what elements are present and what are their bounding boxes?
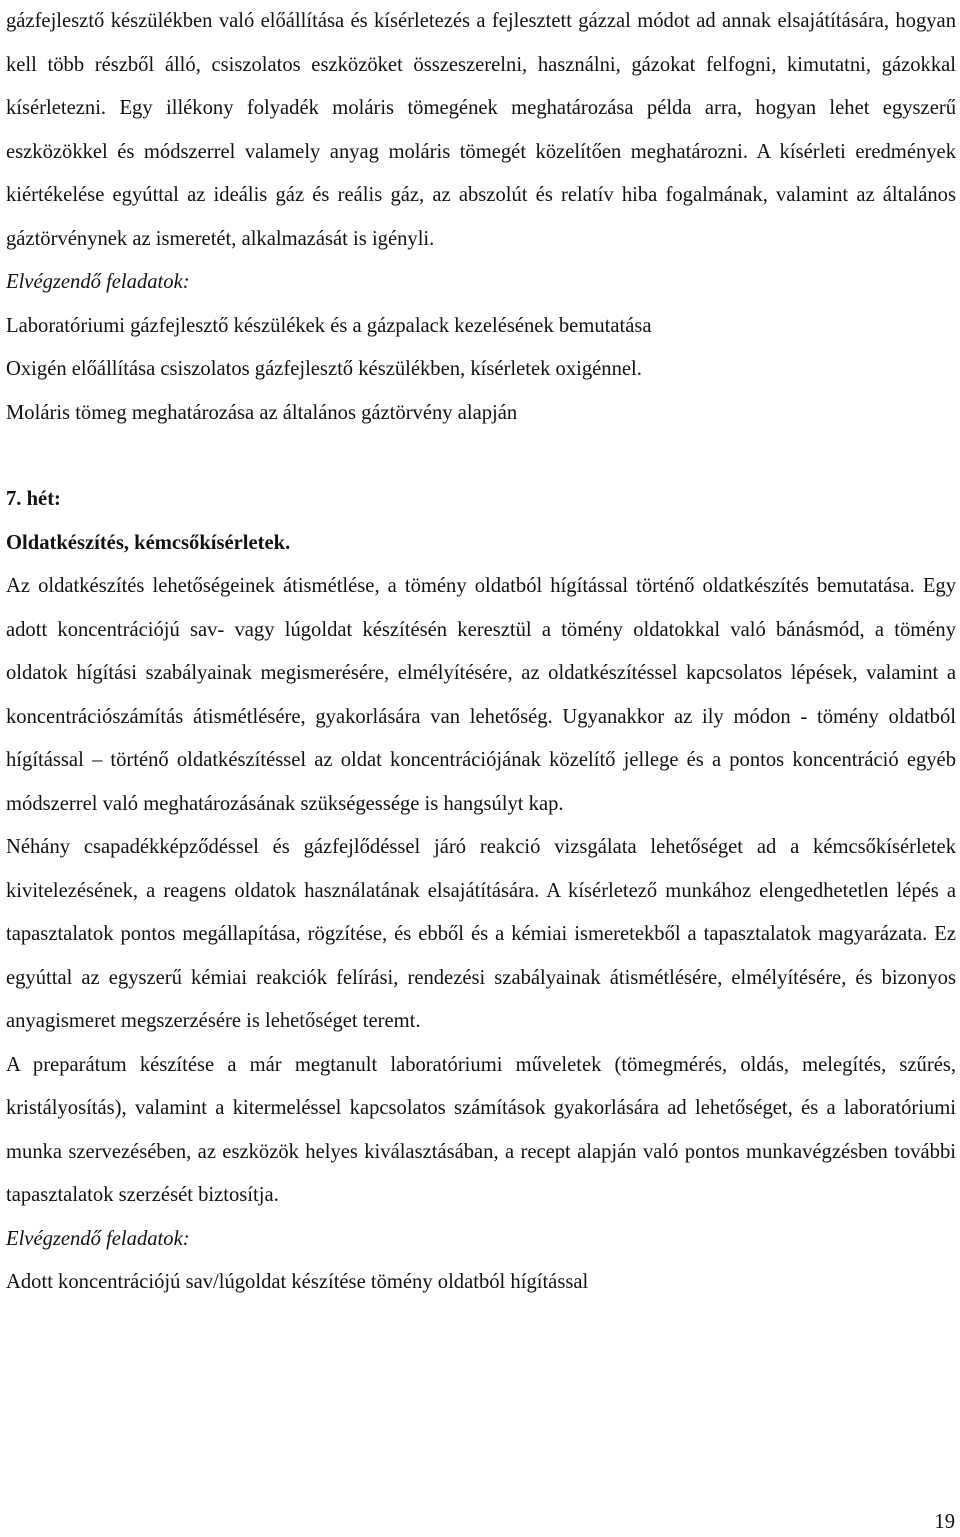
paragraph-solution-preparation: Az oldatkészítés lehetőségeinek átismétlése, a tömény oldatból hígítással történő oldatkészítés bemutatása. Egy adott koncentrációjú sav- vagy lúgoldat készítésén keresztül a tömény oldatokkal való bánásmód, a tömény oldatok hígítási szabályainak megismerésére, elmélyítésére, az oldatkészítéssel kapcsolatos lépések, valamint a koncentrációszámítás átismétlésére, gyakorlására van lehetőség. Ugyanakkor az ily módon - tömény oldatból hígítással – történő oldatkészítéssel az oldat koncentrációjának közelítő jellege és a pontos koncentráció egyéb módszerrel való meghatározásának szükségessége is hangsúlyt kap. — [6, 575, 956, 815]
task-item: Moláris tömeg meghatározása az általános gáztörvény alapján — [6, 401, 518, 424]
page-number: 19 — [934, 1511, 955, 1533]
week-label: 7. hét: — [6, 488, 61, 510]
paragraph-preparation: A preparátum készítése a már megtanult laboratóriumi műveletek (tömegmérés, oldás, melegítés, szűrés, kristályosítás), valamint a kitermeléssel kapcsolatos számítások gyakorlására ad lehetőséget, és a laboratóriumi munka szervezésében, az eszközök helyes kiválasztásában, a recept alapján való pontos munkavégzésben további tapasztalatok szerzését biztosítja. — [6, 1053, 956, 1206]
intro-paragraph: gázfejlesztő készülékben való előállítása és kísérletezés a fejlesztett gázzal módot ad annak elsajátítására, hogyan kell több részből álló, csiszolatos eszközöket összeszerelni, használni, gázokat felfogni, kimutatni, gázokkal kísérletezni. Egy illékony folyadék moláris tömegének meghatározása példa arra, hogyan lehet egyszerű eszközökkel és módszerrel valamely anyag moláris tömegét közelítően meghatározni. A kísérleti eredmények kiértékelése egyúttal az ideális gáz és reális gáz, az abszolút és relatív hiba fogalmának, valamint az általános gáztörvénynek az ismeretét, alkalmazását is igényli. — [6, 10, 956, 250]
task-item: Oxigén előállítása csiszolatos gázfejlesztő készülékben, kísérletek oxigénnel. — [6, 358, 642, 380]
document-page — [6, 0, 956, 1305]
task-item: Adott koncentrációjú sav/lúgoldat készítése tömény oldatból hígítással — [6, 1271, 589, 1293]
section-title: Oldatkészítés, kémcsőkísérletek. — [6, 531, 291, 554]
tasks-heading: Elvégzendő feladatok: — [6, 271, 190, 293]
tasks-heading: Elvégzendő feladatok: — [6, 1227, 190, 1250]
spacer — [6, 435, 956, 478]
task-item: Laboratóriumi gázfejlesztő készülékek és a gázpalack kezelésének bemutatása — [6, 314, 652, 337]
paragraph-test-tube-experiments: Néhány csapadékképződéssel és gázfejlődéssel járó reakció vizsgálata lehetőséget ad a kémcsőkísérletek kivitelezésének, a reagens oldatok használatának elsajátítására. A kísérletező munkához elengedhetetlen lépés a tapasztalatok pontos megállapítása, rögzítése, és ebből és a kémiai ismeretekből a tapasztalatok magyarázata. Ez egyúttal az egyszerű kémiai reakciók felírási, rendezési szabályainak átismétlésére, elmélyítésére, és bizonyos anyagismeret megszerzésére is lehetőséget teremt. — [6, 836, 956, 1032]
